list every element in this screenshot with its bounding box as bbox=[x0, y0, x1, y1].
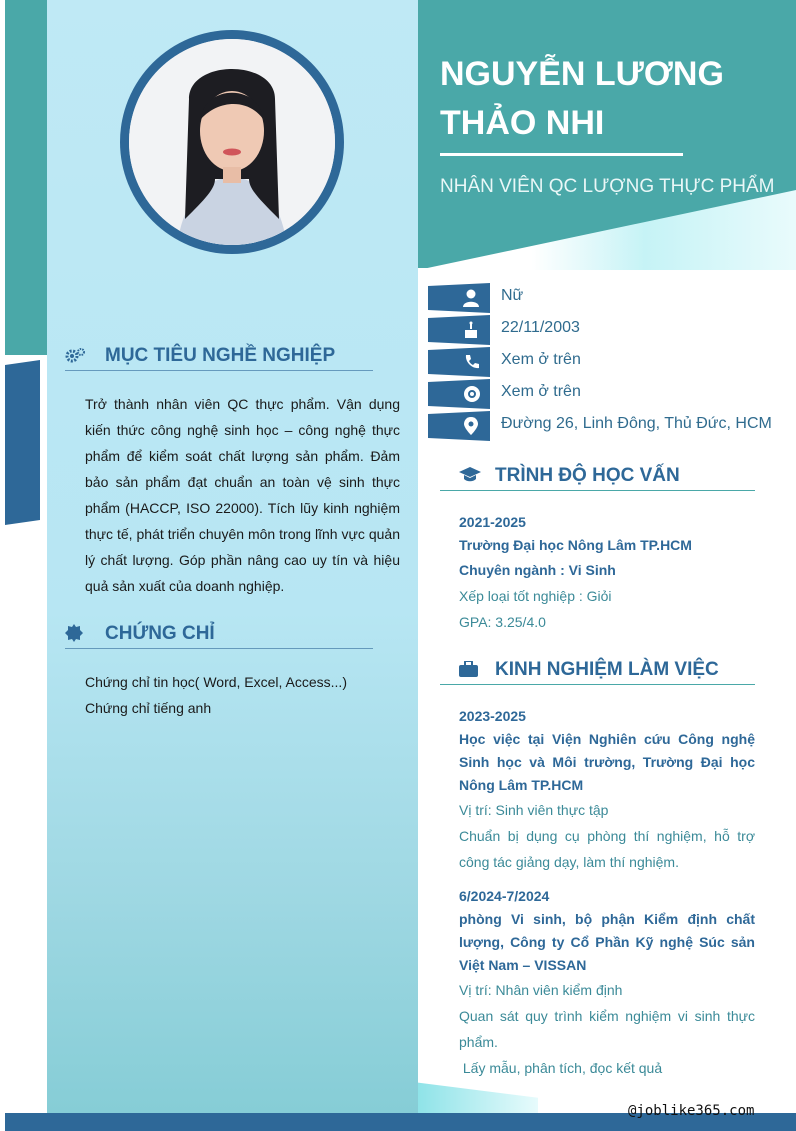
education-divider bbox=[440, 490, 755, 491]
contact-tab bbox=[428, 411, 490, 441]
job-position: Vị trí: Nhân viên kiểm định bbox=[459, 982, 623, 998]
certificates-divider bbox=[65, 648, 373, 649]
certificates-title: CHỨNG CHỈ bbox=[105, 623, 215, 644]
location-pin-icon bbox=[463, 417, 479, 435]
job-organization: Học việc tại Viện Nghiên cứu Công nghệ Sinh học và Môi trường, Trường Đại học Nông Lâm TP.HCM bbox=[459, 731, 755, 793]
contact-phone: Xem ở trên bbox=[501, 351, 581, 368]
education-years: 2021-2025 bbox=[459, 514, 526, 530]
job-years: 6/2024-7/2024 bbox=[459, 888, 550, 904]
job-position: Vị trí: Sinh viên thực tập bbox=[459, 802, 609, 818]
contact-gender: Nữ bbox=[501, 287, 524, 304]
objective-text: Trở thành nhân viên QC thực phẩm. Vận dụng kiến thức công nghệ sinh học – công nghệ thực phẩm để kiểm soát chất lượng sản phẩm. Đảm bảo sản phẩm đạt chuẩn an toàn vệ sinh thực phẩm (HACCP, ISO 22000). Tích lũy kinh nghiệm thực tế, phát triển chuyên môn trong lĩnh vực quản lý chất lượng. Góp phần nâng cao uy tín và hiệu quả sản xuất của doanh nghiệp. bbox=[85, 396, 400, 594]
education-gpa: GPA: 3.25/4.0 bbox=[459, 614, 546, 630]
badge-icon bbox=[65, 624, 83, 642]
name-line-2: THẢO NHI bbox=[440, 104, 605, 142]
education-title: TRÌNH ĐỘ HỌC VẤN bbox=[495, 465, 680, 486]
gears-icon bbox=[65, 347, 87, 365]
teal-left-strip bbox=[5, 0, 47, 355]
certificate-item: Chứng chỉ tin học( Word, Excel, Access...) bbox=[85, 674, 347, 690]
cake-icon bbox=[463, 321, 479, 339]
contact-email: Xem ở trên bbox=[501, 383, 581, 400]
briefcase-icon bbox=[459, 661, 478, 677]
contact-tab bbox=[428, 315, 490, 345]
contact-birthdate: 22/11/2003 bbox=[501, 319, 580, 336]
profile-photo bbox=[129, 39, 335, 245]
objective-title: MỤC TIÊU NGHỀ NGHIỆP bbox=[105, 345, 336, 366]
education-major: Chuyên ngành : Vi Sinh bbox=[459, 562, 616, 578]
job-description-2: Lấy mẫu, phân tích, đọc kết quả bbox=[459, 1060, 663, 1076]
contact-tab bbox=[428, 283, 490, 313]
phone-icon bbox=[463, 353, 481, 371]
email-icon bbox=[463, 385, 481, 403]
certificate-item: Chứng chỉ tiếng anh bbox=[85, 700, 212, 716]
job-organization: phòng Vi sinh, bộ phận Kiểm định chất lượng, Công ty Cổ Phần Kỹ nghệ Súc sản Việt Nam – VISSAN bbox=[459, 911, 755, 973]
experience-divider bbox=[440, 684, 755, 685]
blue-left-tab bbox=[5, 360, 40, 525]
person-icon bbox=[463, 289, 479, 307]
name-line-1: NGUYỄN LƯƠNG bbox=[440, 55, 724, 93]
contact-address: Đường 26, Linh Đông, Thủ Đức, HCM bbox=[501, 415, 772, 432]
job-description: Quan sát quy trình kiểm nghiệm vi sinh thực phẩm. bbox=[459, 1008, 755, 1050]
education-grade: Xếp loại tốt nghiệp : Giỏi bbox=[459, 588, 612, 604]
objective-divider bbox=[65, 370, 373, 371]
job-description: Chuẩn bị dụng cụ phòng thí nghiệm, hỗ trợ công tác giảng dạy, làm thí nghiệm. bbox=[459, 828, 755, 870]
watermark: @joblike365.com bbox=[628, 1103, 755, 1119]
job-years: 2023-2025 bbox=[459, 708, 526, 724]
graduation-cap-icon bbox=[459, 467, 481, 483]
experience-title: KINH NGHIỆM LÀM VIỆC bbox=[495, 659, 719, 680]
education-school: Trường Đại học Nông Lâm TP.HCM bbox=[459, 537, 692, 553]
job-title: NHÂN VIÊN QC LƯỢNG THỰC PHẨM bbox=[440, 176, 775, 197]
contact-tab bbox=[428, 347, 490, 377]
contact-tab bbox=[428, 379, 490, 409]
name-underline bbox=[440, 153, 683, 156]
